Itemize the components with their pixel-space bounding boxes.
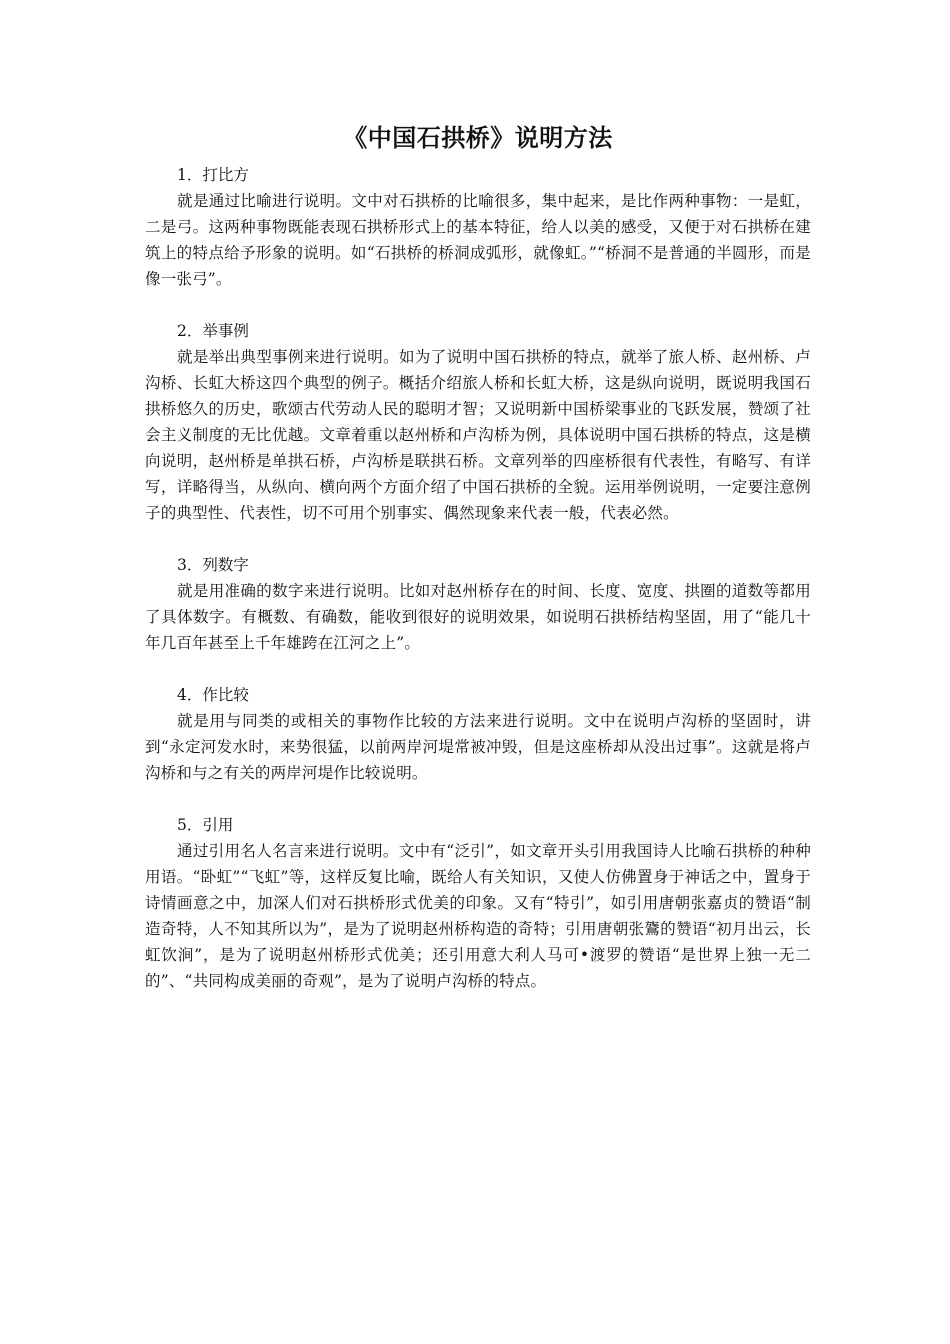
section-body: 就是通过比喻进行说明。文中对石拱桥的比喻很多，集中起来，是比作两种事物：一是虹，二是弓。这两种事物既能表现石拱桥形式上的基本特征，给人以美的感受，又便于对石拱桥在建筑上的特点给予形象的说明。如“石拱桥的桥洞成弧形，就像虹。”“桥洞不是普通的半圆形，而是像一张弓”。 — [145, 192, 811, 288]
section-body: 就是用准确的数字来进行说明。比如对赵州桥存在的时间、长度、宽度、拱圈的道数等都用了具体数字。有概数、有确数，能收到很好的说明效果，如说明石拱桥结构坚固，用了“能几十年几百年甚至上千年雄跨在江河之上”。 — [145, 582, 811, 652]
section-body: 通过引用名人名言来进行说明。文中有“泛引”，如文章开头引用我国诗人比喻石拱桥的种种用语。“卧虹”“飞虹”等，这样反复比喻，既给人有关知识，又使人仿佛置身于神话之中，置身于诗情画意之中，加深人们对石拱桥形式优美的印象。又有“特引”，如引用唐朝张嘉贞的赞语“制造奇特，人不知其所以为”，是为了说明赵州桥构造的奇特；引用唐朝张鷟的赞语“初月出云，长虹饮涧”，是为了说明赵州桥形式优美；还引用意大利人马可•渡罗的赞语“是世界上独一无二的”、“共同构成美丽的奇观”，是为了说明卢沟桥的特点。 — [145, 842, 811, 990]
section-quotation — [145, 812, 811, 994]
section-comparison — [145, 682, 811, 786]
section-heading: 5．引用 — [177, 816, 234, 834]
section-body: 就是举出典型事例来进行说明。如为了说明中国石拱桥的特点，就举了旅人桥、赵州桥、卢沟桥、长虹大桥这四个典型的例子。概括介绍旅人桥和长虹大桥，这是纵向说明，既说明我国石拱桥悠久的历史，歌颂古代劳动人民的聪明才智；又说明新中国桥梁事业的飞跃发展，赞颂了社会主义制度的无比优越。文章着重以赵州桥和卢沟桥为例，具体说明中国石拱桥的特点，这是横向说明，赵州桥是单拱石桥，卢沟桥是联拱石桥。文章列举的四座桥很有代表性，有略写、有详写，详略得当，从纵向、横向两个方面介绍了中国石拱桥的全貌。运用举例说明，一定要注意例子的典型性、代表性，切不可用个别事实、偶然现象来代表一般，代表必然。 — [145, 348, 811, 522]
section-metaphor — [145, 162, 811, 292]
section-heading: 2．举事例 — [177, 322, 249, 340]
section-examples — [145, 318, 811, 526]
section-heading: 3．列数字 — [177, 556, 249, 574]
section-body: 就是用与同类的或相关的事物作比较的方法来进行说明。文中在说明卢沟桥的坚固时，讲到“永定河发水时，来势很猛，以前两岸河堤常被冲毁，但是这座桥却从没出过事”。这就是将卢沟桥和与之有关的两岸河堤作比较说明。 — [145, 712, 811, 782]
section-numbers — [145, 552, 811, 656]
document-title: 《中国石拱桥》说明方法 — [343, 124, 613, 152]
document-page — [145, 118, 811, 1020]
section-heading: 1．打比方 — [177, 166, 249, 184]
section-heading: 4．作比较 — [177, 686, 249, 704]
